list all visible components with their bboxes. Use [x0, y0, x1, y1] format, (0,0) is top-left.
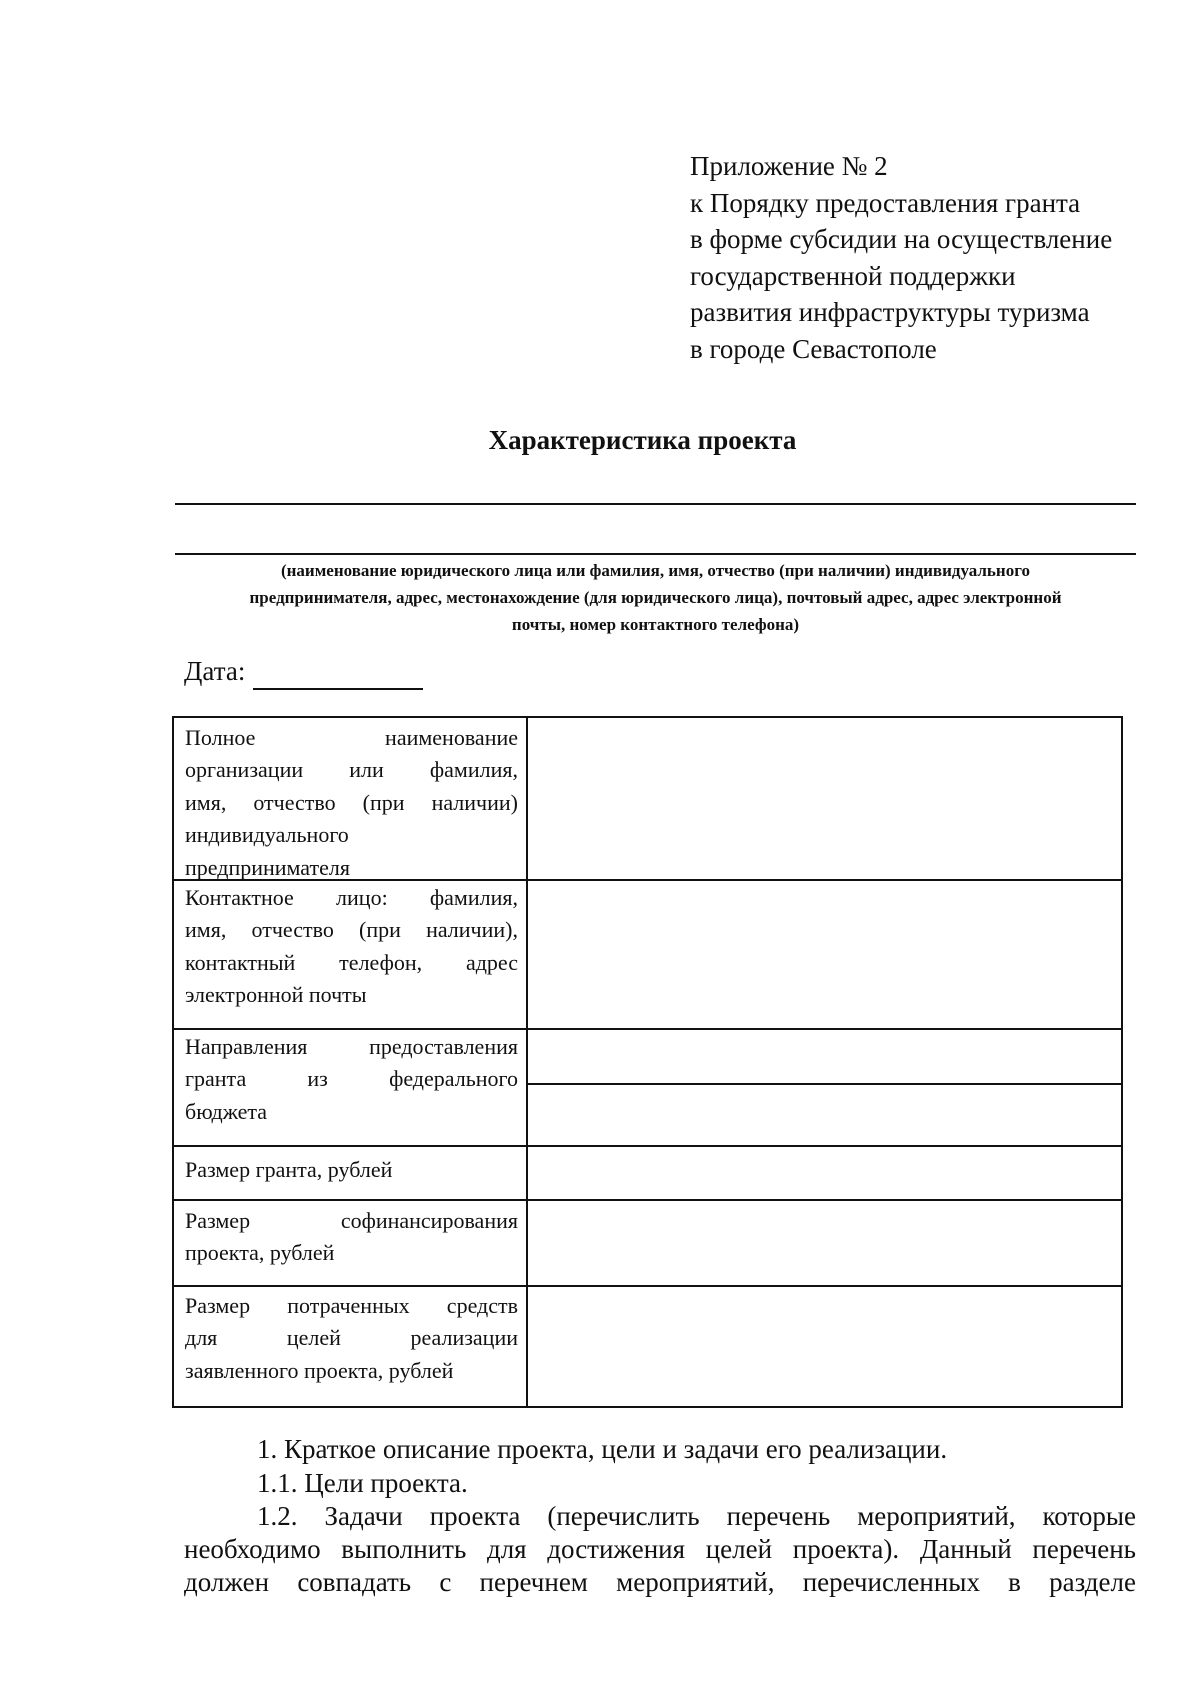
- date-blank-line[interactable]: [253, 688, 423, 690]
- label-line: гранта из федерального: [185, 1066, 518, 1092]
- label-line: организации или фамилия,: [185, 757, 518, 783]
- label-line: имя, отчество (при наличии),: [185, 917, 518, 943]
- caption-line: почты, номер контактного телефона): [511, 615, 800, 634]
- label-line: Размер гранта, рублей: [185, 1157, 393, 1182]
- table-value-cell[interactable]: [528, 1287, 1121, 1406]
- paragraph-line: должен совпадать с перечнем мероприятий, перечисленных в разделе: [184, 1567, 1136, 1597]
- label-line: Полное наименование: [185, 725, 518, 750]
- table-value-cell[interactable]: [528, 718, 1121, 879]
- label-line: электронной почты: [185, 982, 367, 1008]
- document-title: Характеристика проекта: [488, 425, 797, 455]
- table-value-cell[interactable]: [528, 1147, 1121, 1199]
- label-line: индивидуального: [185, 822, 349, 848]
- appendix-header: [690, 148, 1160, 367]
- table-row-label: [185, 1154, 518, 1186]
- caption-line: предпринимателя, адрес, местонахождение (для юридического лица), почтовый адрес, адрес электронной: [249, 588, 1062, 607]
- label-line: предпринимателя: [185, 854, 350, 880]
- applicant-blank-line[interactable]: [175, 553, 1136, 555]
- label-line: Размер потраченных средств: [185, 1293, 518, 1318]
- section-1-heading: 1. Краткое описание проекта, цели и задачи его реализации.: [257, 1434, 948, 1464]
- table-value-cell[interactable]: [528, 1030, 1121, 1145]
- table-row-label: [185, 1290, 518, 1387]
- table-value-cell[interactable]: [528, 881, 1121, 1028]
- paragraph-line: 1.2. Задачи проекта (перечислить перечень мероприятий, которые: [257, 1501, 1136, 1531]
- label-line: имя, отчество (при наличии): [185, 789, 518, 815]
- paragraph-line: необходимо выполнить для достижения целей проекта). Данный перечень: [184, 1534, 1136, 1564]
- caption-line: (наименование юридического лица или фамилия, имя, отчество (при наличии) индивидуального: [280, 561, 1031, 580]
- applicant-caption: [175, 557, 1136, 638]
- appendix-line: к Порядку предоставления гранта: [690, 187, 1081, 218]
- appendix-line: в городе Севастополе: [690, 333, 937, 364]
- table-value-cell[interactable]: [528, 1201, 1121, 1285]
- label-line: для целей реализации: [185, 1325, 518, 1351]
- appendix-line: в форме субсидии на осуществление: [690, 224, 1113, 254]
- appendix-line: Приложение № 2: [690, 151, 888, 181]
- table-row-label: [185, 722, 518, 884]
- date-label: Дата:: [184, 656, 246, 686]
- table-row-label: [185, 1031, 518, 1128]
- label-line: Размер софинансирования: [185, 1208, 518, 1233]
- label-line: Направления предоставления: [185, 1034, 518, 1059]
- label-line: контактный телефон, адрес: [185, 949, 518, 975]
- section-1-1: 1.1. Цели проекта.: [257, 1468, 468, 1498]
- label-line: Контактное лицо: фамилия,: [185, 885, 518, 910]
- appendix-line: развития инфраструктуры туризма: [690, 297, 1090, 327]
- label-line: проекта, рублей: [185, 1240, 335, 1266]
- table-row-label: [185, 882, 518, 1012]
- section-1-2: [184, 1500, 1136, 1599]
- label-line: заявленного проекта, рублей: [185, 1357, 454, 1383]
- applicant-blank-line[interactable]: [175, 503, 1136, 505]
- label-line: бюджета: [185, 1098, 268, 1124]
- table-row-label: [185, 1205, 518, 1270]
- project-table: [172, 716, 1123, 1408]
- appendix-line: государственной поддержки: [690, 260, 1016, 291]
